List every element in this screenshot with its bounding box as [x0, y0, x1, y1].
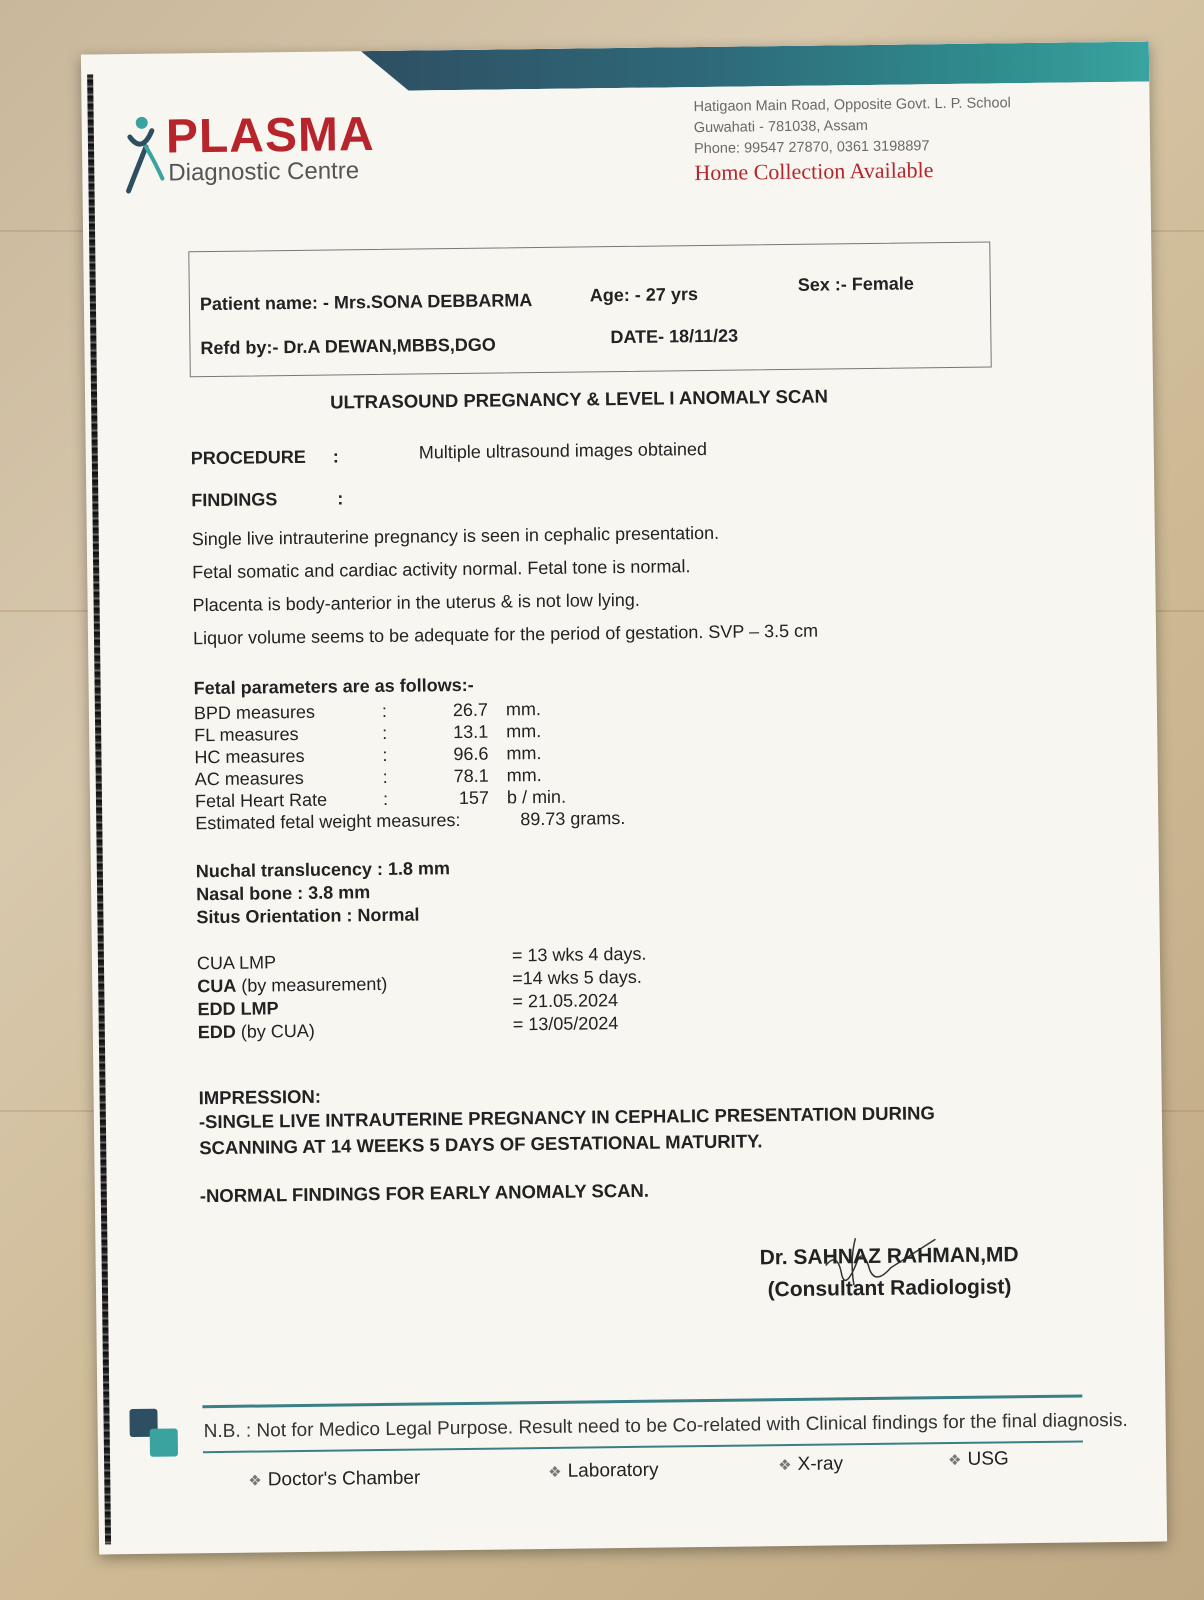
param-value: 26.7 [452, 699, 489, 721]
findings-colon: : [337, 488, 344, 509]
nasal-bone: Nasal bone : 3.8 mm [196, 882, 371, 905]
cua-measurement-value: =14 wks 5 days. [512, 966, 642, 989]
patient-info-box [188, 241, 991, 377]
param-unit: mm. [506, 765, 542, 786]
efw-value: 89.73 grams. [520, 807, 626, 830]
param-unit: mm. [506, 743, 542, 764]
param-value: 13.1 [453, 721, 489, 743]
param-value: 96.6 [453, 743, 489, 765]
service-label: USG [967, 1448, 1009, 1470]
procedure-value: Multiple ultrasound images obtained [418, 438, 708, 463]
service-usg [948, 1448, 1009, 1471]
service-laboratory [548, 1460, 659, 1483]
param-value: 157 [458, 787, 490, 809]
findings-label: FINDINGS [191, 489, 278, 511]
diamond-icon: ❖ [248, 1472, 262, 1490]
brand-subtitle: Diagnostic Centre [168, 157, 360, 187]
service-doctors-chamber [248, 1468, 420, 1492]
procedure-colon: : [332, 446, 339, 467]
nuchal-translucency: Nuchal translucency : 1.8 mm [195, 858, 451, 882]
report-date: DATE- 18/11/23 [610, 325, 739, 348]
footer-square-icon [150, 1428, 178, 1456]
clinic-address [693, 93, 1011, 186]
diamond-icon: ❖ [778, 1457, 792, 1475]
header-band [361, 42, 1149, 92]
cua-lmp-value: = 13 wks 4 days. [511, 943, 647, 966]
fetal-params-heading: Fetal parameters are as follows:- [193, 674, 474, 699]
brand-name: PLASMA [165, 108, 375, 164]
cua-label-rest: (by measurement) [236, 973, 388, 996]
param-name: BPD measures [193, 701, 316, 724]
patient-sex: Sex :- Female [797, 273, 914, 295]
service-xray [778, 1453, 843, 1476]
param-unit: mm. [506, 721, 542, 742]
report-sheet [81, 42, 1167, 1555]
impression-label: IMPRESSION: [198, 1085, 322, 1109]
diamond-icon: ❖ [548, 1463, 562, 1481]
param-unit: mm. [505, 699, 542, 720]
cua-measurement-label [197, 974, 387, 997]
edd-label-bold: EDD [197, 1021, 236, 1043]
service-label: Laboratory [567, 1459, 659, 1482]
param-colon: : [382, 766, 388, 787]
param-colon: : [382, 744, 388, 765]
finding-line: Liquor volume seems to be adequate for the period of gestation. SVP – 3.5 cm [192, 620, 819, 649]
param-name: FL measures [194, 723, 299, 746]
doctor-name: Dr. SAHNAZ RAHMAN,MD [759, 1243, 1019, 1270]
diamond-icon: ❖ [948, 1451, 962, 1470]
edd-cua-value: = 13/05/2024 [512, 1013, 619, 1035]
cua-lmp-label: CUA LMP [196, 952, 277, 974]
findings-text [192, 516, 819, 656]
address-line: Guwahati - 781038, Assam [693, 117, 869, 137]
param-unit: b / min. [506, 786, 567, 808]
patient-name: Patient name: - Mrs.SONA DEBBARMA [199, 290, 533, 315]
footer-divider [202, 1394, 1082, 1408]
situs-orientation: Situs Orientation : Normal [196, 904, 420, 928]
param-name: HC measures [194, 745, 305, 768]
param-colon: : [382, 722, 388, 743]
address-line: Hatigaon Main Road, Opposite Govt. L. P. School [693, 95, 1011, 116]
edd-lmp-value: = 21.05.2024 [512, 990, 619, 1012]
finding-line: Single live intrauterine pregnancy is seen in cephalic presentation. [191, 522, 720, 550]
param-name: Fetal Heart Rate [194, 789, 328, 812]
param-colon: : [381, 700, 388, 721]
edd-label-rest: (by CUA) [235, 1020, 315, 1042]
phone-line: Phone: 99547 27870, 0361 3198897 [693, 138, 930, 158]
referred-by: Refd by:- Dr.A DEWAN,MBBS,DGO [200, 334, 496, 359]
service-label: Doctor's Chamber [267, 1467, 421, 1491]
report-title: ULTRASOUND PREGNANCY & LEVEL I ANOMALY SCAN [330, 385, 829, 413]
edd-cua-label [198, 1021, 315, 1043]
home-collection: Home Collection Available [694, 157, 934, 186]
perforated-edge [87, 74, 111, 1544]
param-value: 78.1 [453, 765, 489, 787]
finding-line: Fetal somatic and cardiac activity normal. Fetal tone is normal. [192, 556, 691, 583]
finding-line: Placenta is body-anterior in the uterus & is not low lying. [192, 589, 640, 616]
service-label: X-ray [797, 1453, 844, 1475]
disclaimer: N.B. : Not for Medico Legal Purpose. Result need to be Co-related with Clinical findings for the final diagnosis. [203, 1409, 1128, 1443]
impression-line: -SINGLE LIVE INTRAUTERINE PREGNANCY IN CEPHALIC PRESENTATION DURING [198, 1102, 935, 1133]
param-colon: : [382, 788, 389, 809]
edd-lmp-label: EDD LMP [197, 998, 279, 1020]
impression-line: SCANNING AT 14 WEEKS 5 DAYS OF GESTATIONAL MATURITY. [199, 1130, 763, 1159]
doctor-signature-block [759, 1239, 1019, 1306]
param-name: AC measures [194, 767, 304, 790]
efw-label: Estimated fetal weight measures: [195, 810, 461, 834]
doctor-title: (Consultant Radiologist) [767, 1275, 1012, 1302]
cua-label-bold: CUA [197, 975, 237, 997]
impression-line: -NORMAL FINDINGS FOR EARLY ANOMALY SCAN. [199, 1179, 650, 1207]
procedure-label: PROCEDURE [190, 446, 306, 469]
patient-age: Age: - 27 yrs [589, 284, 699, 306]
